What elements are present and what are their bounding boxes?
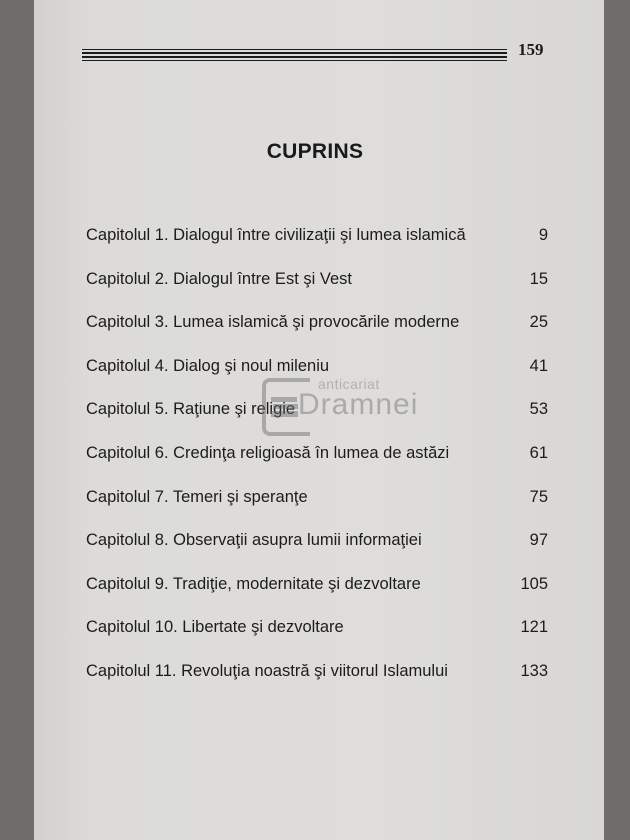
- toc-entry-page: 41: [529, 356, 548, 375]
- header-rule: [82, 56, 507, 58]
- toc-entry-page: 75: [529, 487, 548, 506]
- toc-entry-label: Capitolul 3. Lumea islamică şi provocările moderne: [86, 313, 460, 332]
- toc-entry: [86, 400, 548, 444]
- toc-entry-page: 97: [529, 531, 548, 550]
- header-rule: [82, 52, 507, 54]
- toc-entry-label: Capitolul 8. Observaţii asupra lumii informaţiei: [86, 531, 422, 550]
- watermark-main-text: Dramnei: [298, 388, 419, 421]
- toc-entry-label: Capitolul 1. Dialogul între civilizaţii şi lumea islamică: [86, 226, 466, 244]
- toc-entry: [86, 488, 548, 532]
- watermark-top-text: anticariat: [318, 376, 380, 392]
- toc-entry-label: Capitolul 4. Dialog şi noul mileniu: [86, 356, 330, 375]
- toc-entry-label: Capitolul 11. Revoluţia noastră şi viitorul Islamului: [86, 661, 448, 680]
- toc-entry-page: 61: [529, 443, 548, 462]
- toc-entry: [86, 226, 548, 270]
- toc-entry-page: 121: [520, 618, 548, 637]
- toc-entry-label: Capitolul 2. Dialogul între Est şi Vest: [86, 269, 352, 288]
- toc-entry: [86, 575, 548, 619]
- toc-entry-label: Capitolul 9. Tradiţie, modernitate şi dezvoltare: [86, 574, 421, 593]
- toc-entry-page: 105: [520, 574, 548, 593]
- toc-entry: [86, 357, 548, 401]
- toc-entry: [86, 662, 548, 706]
- toc-entry: [86, 444, 548, 488]
- toc-entry-label: Capitolul 7. Temeri şi speranţe: [86, 487, 308, 506]
- toc-entry: [86, 531, 548, 575]
- toc-entry-page: 133: [520, 661, 548, 680]
- toc-entry: [86, 618, 548, 662]
- header-rule: [82, 60, 507, 61]
- toc-entry-page: 25: [529, 313, 548, 332]
- toc-entry-label: Capitolul 10. Libertate şi dezvoltare: [86, 618, 344, 637]
- page-number: 159: [518, 40, 544, 59]
- toc-entry-page: 53: [529, 400, 548, 419]
- table-of-contents: [86, 226, 548, 706]
- toc-entry-page: 15: [529, 269, 548, 288]
- header-rule: [82, 49, 507, 50]
- toc-entry: [86, 313, 548, 357]
- toc-entry-page: 9: [538, 226, 548, 244]
- toc-entry-label: Capitolul 6. Credinţa religioasă în lumea de astăzi: [86, 443, 450, 462]
- toc-entry: [86, 270, 548, 314]
- toc-title: CUPRINS: [266, 140, 364, 163]
- toc-entry-label: Capitolul 5. Raţiune şi religie: [86, 400, 296, 419]
